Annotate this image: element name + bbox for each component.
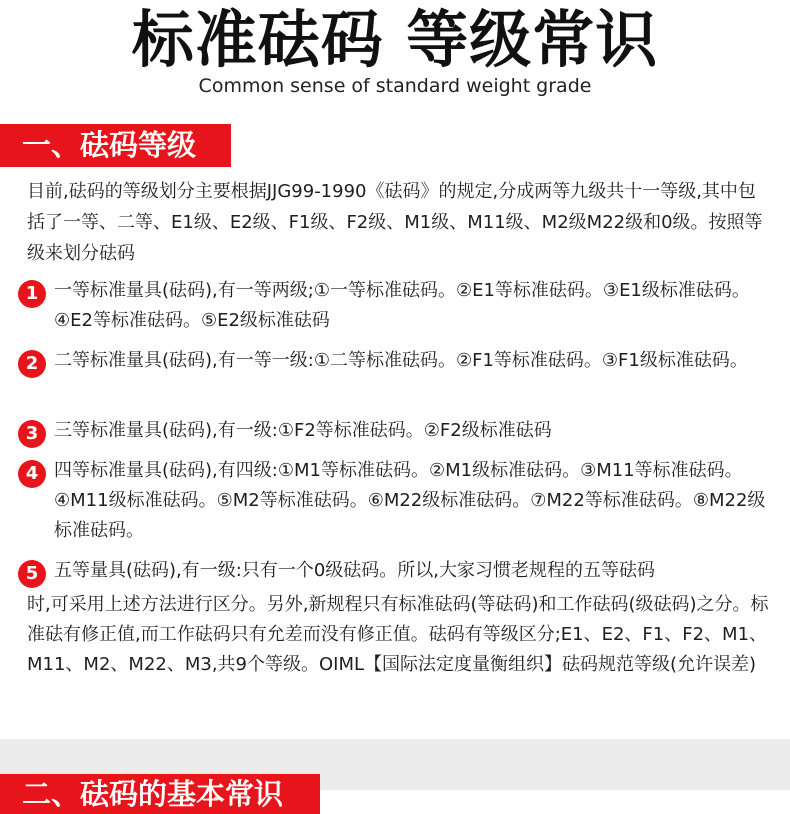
section-heading-grades: 一、砝码等级 bbox=[0, 124, 231, 167]
page-subtitle: Common sense of standard weight grade bbox=[198, 75, 592, 97]
list-item-text: 二等标准量具(砝码),有一等一级:①二等标准砝码。②F1等标准砝码。③F1级标准砝码。 bbox=[54, 350, 748, 371]
list-item-text: 五等量具(砝码),有一级:只有一个0级砝码。所以,大家习惯老规程的五等砝码 bbox=[54, 560, 656, 581]
section-heading-basics: 二、砝码的基本常识 bbox=[0, 774, 320, 814]
number-badge: 1 bbox=[18, 280, 46, 308]
list-item-text: 三等标准量具(砝码),有一级:①F2等标准砝码。②F2级标准砝码 bbox=[54, 420, 552, 441]
list-item-text: 一等标准量具(砝码),有一等两级;①一等标准砝码。②E1等标准砝码。③E1级标准砝码。④E2等标准砝码。⑤E2级标准砝码 bbox=[54, 280, 750, 331]
list-item bbox=[18, 276, 768, 336]
list-item bbox=[18, 456, 768, 546]
number-badge: 3 bbox=[18, 420, 46, 448]
number-badge: 5 bbox=[18, 560, 46, 588]
list-item bbox=[18, 556, 768, 586]
list-item-text: 四等标准量具(砝码),有四级:①M1等标准砝码。②M1级标准砝码。③M11等标准砝码。④M11级标准砝码。⑤M2等标准砝码。⑥M22级标准砝码。⑦M22等标准砝码。⑧M22级标准砝码。 bbox=[54, 460, 766, 541]
intro-paragraph: 目前,砝码的等级划分主要根据JJG99-1990《砝码》的规定,分成两等九级共十一等级,其中包括了一等、二等、E1级、E2级、F1级、F2级、M1级、M11级、M2级M22级和0级。按照等级来划分砝码 bbox=[27, 181, 763, 264]
page-title: 标准砝码 等级常识 bbox=[131, 3, 659, 76]
number-badge: 4 bbox=[18, 460, 46, 488]
number-badge: 2 bbox=[18, 350, 46, 378]
list-item bbox=[18, 416, 768, 446]
outro-paragraph: 时,可采用上述方法进行区分。另外,新规程只有标准砝码(等砝码)和工作砝码(级砝码)之分。标准砝有修正值,而工作砝码只有允差而没有修正值。砝码有等级区分;E1、E2、F1、F2、M1、M11、M2、M22、M3,共9个等级。OIML【国际法定度量衡组织】砝码规范等级(允许误差) bbox=[27, 594, 769, 675]
list-item bbox=[18, 346, 768, 376]
